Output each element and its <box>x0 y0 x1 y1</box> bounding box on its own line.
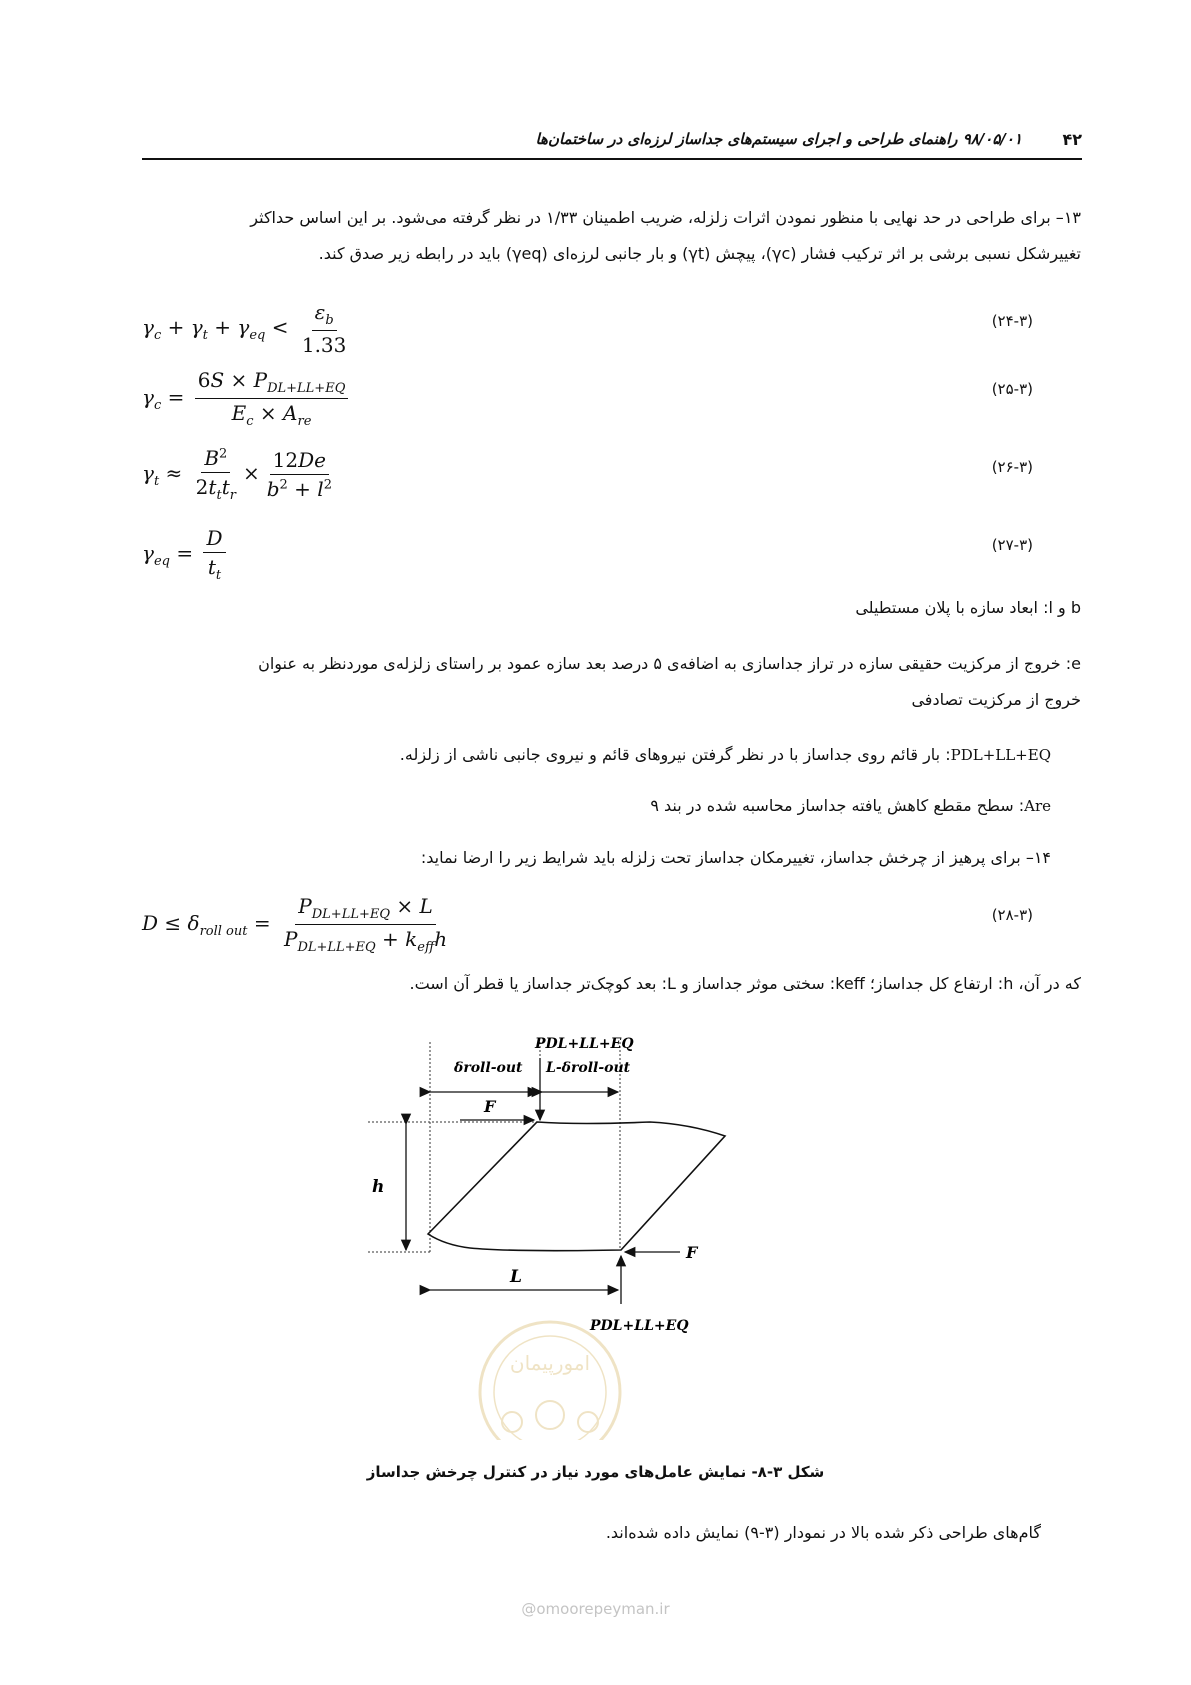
eq24-denominator: 1.33 <box>301 333 347 357</box>
equation-25-number: (۲۵-۳) <box>991 380 1033 398</box>
paragraph-13 <box>141 200 1081 272</box>
label-delta: δroll-out <box>454 1060 523 1076</box>
label-p-bottom: PDL+LL+EQ <box>590 1318 689 1334</box>
definition-p-label: PDL+LL+EQ <box>950 746 1051 764</box>
header-title: ۹۸/۰۵/۰۱ راهنمای طراحی و اجرای سیستم‌های جداساز لرزه‌ای در ساختمان‌ها <box>535 130 1022 148</box>
header-rule <box>142 158 1082 160</box>
seal-watermark <box>480 1322 620 1440</box>
definition-a-text: : سطح مقطع کاهش یافته جداساز محاسبه شده در بند ۹ <box>650 796 1025 815</box>
definition-a-label: Are <box>1024 797 1051 815</box>
page-header <box>142 130 1082 160</box>
figure-caption: شکل ۳-۸- نمایش عامل‌های مورد نیاز در کنترل چرخش جداساز <box>366 1463 825 1481</box>
deformed-isolator-outline <box>428 1122 725 1251</box>
definition-b-l: b و l: ابعاد سازه با پلان مستطیلی <box>855 598 1081 617</box>
equation-27-number: (۲۷-۳) <box>991 536 1033 554</box>
label-f-bottom: F <box>686 1243 698 1262</box>
equation-26-number: (۲۶-۳) <box>991 458 1033 476</box>
eq25-coef: 6 <box>197 368 211 392</box>
equation-28-number: (۲۸-۳) <box>991 906 1033 924</box>
definition-p <box>151 737 1051 773</box>
definition-e <box>141 646 1081 718</box>
label-h: h <box>372 1177 385 1197</box>
definition-e-line-2: خروج از مرکزیت تصادفی <box>911 690 1081 709</box>
definition-a <box>151 788 1051 824</box>
label-l-delta: L-δroll-out <box>546 1060 631 1076</box>
equation-24: $\gamma_c + \gamma_t + \gamma_{eq}$ < $\frac{\varepsilon_b}{1.33}$ <box>142 300 353 357</box>
equation-24-number: (۲۴-۳) <box>991 312 1033 330</box>
label-p-top: PDL+LL+EQ <box>535 1036 634 1052</box>
seal-logo-text: امورپیمان <box>509 1351 591 1375</box>
definition-p-text: : بار قائم روی جداساز با در نظر گرفتن نیروهای قائم و نیروی جانبی ناشی از زلزله. <box>399 745 951 764</box>
equation-27: $\gamma_{eq}$ = $\frac{D}{t_t}$ <box>142 526 230 583</box>
paragraph-13-line-1: ۱۳– برای طراحی در حد نهایی با منظور نمودن اثرات زلزله، ضریب اطمینان ۱/۳۳ در نظر گرفته می‌شود. بر این اساس حداکثر <box>250 208 1081 227</box>
paragraph-13-line-2: تغییرشکل نسبی برشی بر اثر ترکیب فشار (γc)، پیچش (γt) و بار جانبی لرزه‌ای (γeq) باید در رابطه زیر صدق کند. <box>318 244 1081 263</box>
equation-26: $\gamma_t$ ≈ $\frac{B^2}{2t_tt_r}$ × $\frac{12De}{b^2 + l^2}$ <box>142 446 332 503</box>
equation-28: $D \le \delta_{roll out}$ = $\frac{P_{DL+LL+EQ} \times L}{P_{DL+LL+EQ} + k_{eff}h}$ <box>142 894 448 955</box>
rollout-figure <box>350 1030 800 1440</box>
label-f-top: F <box>484 1097 496 1116</box>
paragraph-after-28: که در آن، h: ارتفاع کل جداساز؛ keff: سختی موثر جداساز و L: بعد کوچک‌تر جداساز یا قطر آن است. <box>409 974 1081 993</box>
label-l: L <box>510 1267 522 1287</box>
final-paragraph: گام‌های طراحی ذکر شده بالا در نمودار (۳-۹) نمایش داده شده‌اند. <box>605 1523 1041 1542</box>
definition-e-line-1: e: خروج از مرکزیت حقیقی سازه در تراز جداسازی به اضافه‌ی ۵ درصد بعد سازه عمود بر راستای زلزله‌ی مورد‌نظر به عنوان <box>258 654 1081 673</box>
paragraph-14: ۱۴– برای پرهیز از چرخش جداساز، تغییرمکان جداساز تحت زلزله باید شرایط زیر را ارضا نماید: <box>420 848 1051 867</box>
page-number: ۴۲ <box>1062 130 1082 149</box>
watermark-url: @omoorepeyman.ir <box>521 1600 670 1618</box>
eq26-coef: 12 <box>272 448 299 472</box>
equation-25: $\gamma_c$ = $\frac{6S \times P_{DL+LL+EQ}}{E_c \times A_{re}}$ <box>142 368 352 429</box>
